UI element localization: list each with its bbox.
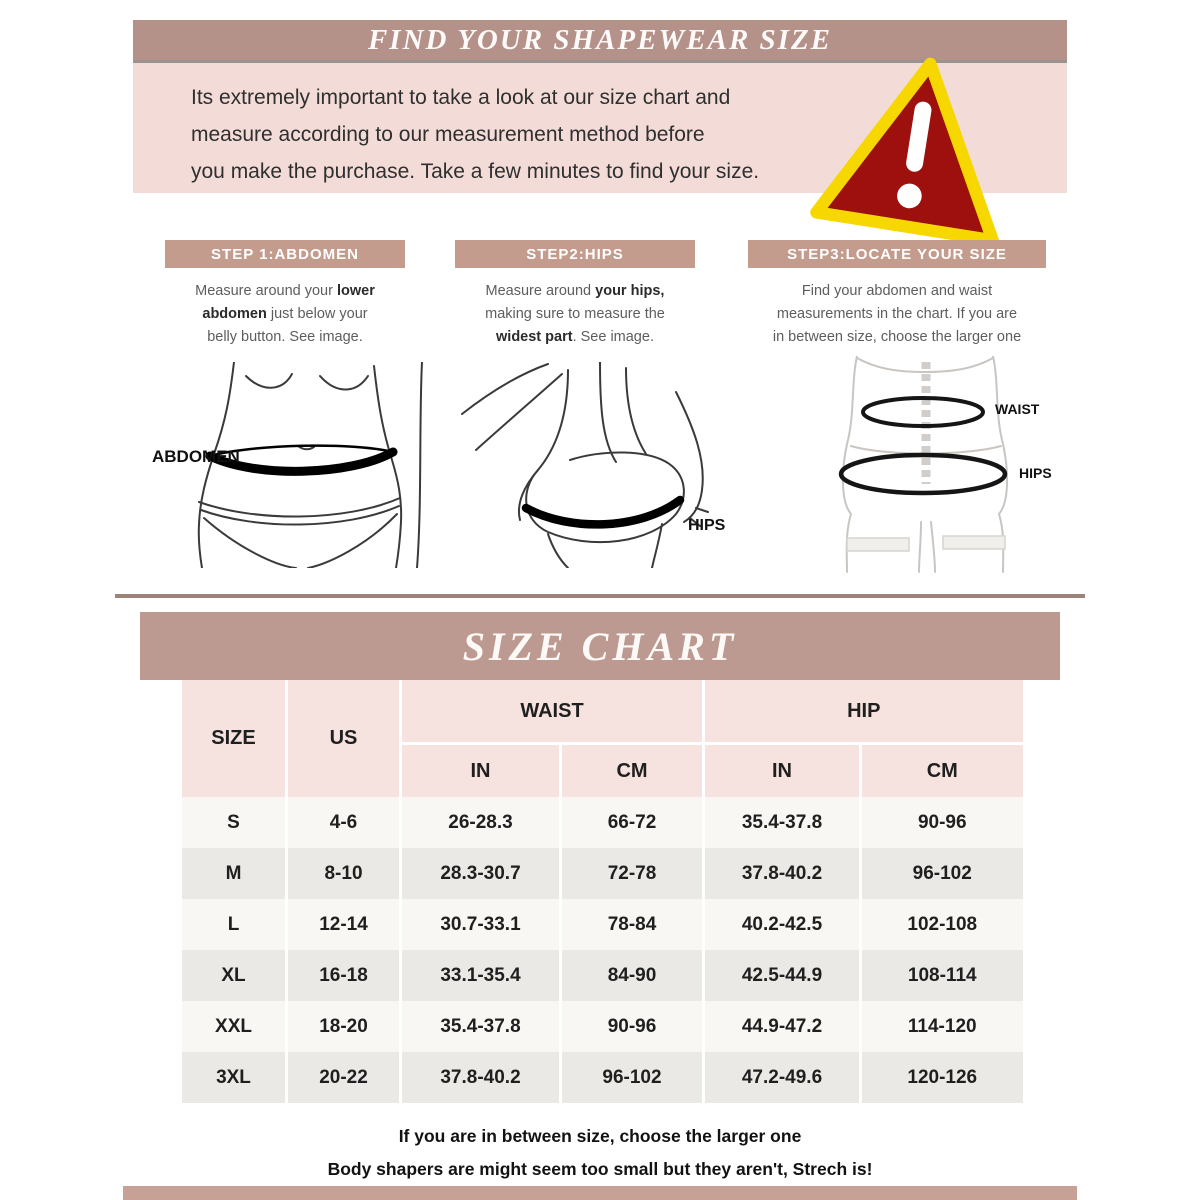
bottom-accent-bar xyxy=(123,1186,1077,1200)
table-row: XXL 18-20 35.4-37.8 90-96 44.9-47.2 114-120 xyxy=(181,1001,1023,1052)
step-2-header xyxy=(455,240,695,268)
step-2-description: Measure around your hips, making sure to measure the widest part. See image. xyxy=(485,283,665,345)
step-1-description: Measure around your lower abdomen just below your belly button. See image. xyxy=(195,283,375,345)
col-header-hip-cm: CM xyxy=(861,744,1023,798)
col-header-waist-in: IN xyxy=(401,744,561,798)
intro-panel xyxy=(133,63,1067,193)
step-1-section xyxy=(165,240,405,349)
table-row: S 4-6 26-28.3 66-72 35.4-37.8 90-96 xyxy=(181,797,1023,848)
hips-label: HIPS xyxy=(688,517,726,534)
hips-figure xyxy=(450,362,750,568)
page-title: FIND YOUR SHAPEWEAR SIZE xyxy=(367,23,833,56)
intro-line: you make the purchase. Take a few minutes to find your size. xyxy=(191,160,760,183)
col-header-hip-in: IN xyxy=(704,744,861,798)
size-chart-title: SIZE CHART xyxy=(462,623,738,669)
locate-waist-label: WAIST xyxy=(995,401,1040,417)
table-row: XL 16-18 33.1-35.4 84-90 42.5-44.9 108-114 xyxy=(181,950,1023,1001)
abdomen-figure xyxy=(150,362,450,568)
abdomen-label: ABDOMEN xyxy=(152,447,240,466)
col-header-us: US xyxy=(287,680,401,797)
col-header-size: SIZE xyxy=(181,680,287,797)
step-3-description: Find your abdomen and waist measurements in the chart. If you are in between size, choose the larger one xyxy=(772,283,1022,345)
intro-line: Its extremely important to take a look at our size chart and xyxy=(191,86,731,109)
step-3-section xyxy=(748,240,1046,349)
locate-size-figure xyxy=(795,356,1075,574)
step-2-section xyxy=(455,240,695,349)
col-header-waist: WAIST xyxy=(401,680,704,744)
step-1-header xyxy=(165,240,405,268)
table-row: M 8-10 28.3-30.7 72-78 37.8-40.2 96-102 xyxy=(181,848,1023,899)
footer-note-2: Body shapers are might seem too small but they aren't, Strech is! xyxy=(327,1159,873,1179)
intro-text xyxy=(191,79,759,190)
warning-triangle-icon xyxy=(804,41,1031,256)
table-row: 3XL 20-22 37.8-40.2 96-102 47.2-49.6 120-126 xyxy=(181,1052,1023,1103)
step-3-header xyxy=(748,240,1046,268)
locate-hips-label: HIPS xyxy=(1019,465,1052,481)
col-header-hip: HIP xyxy=(704,680,1023,744)
intro-line: measure according to our measurement method before xyxy=(191,123,705,146)
step-2-title: STEP2:HIPS xyxy=(526,245,624,263)
size-chart-title-bar xyxy=(140,612,1060,680)
col-header-waist-cm: CM xyxy=(561,744,704,798)
step-1-title: STEP 1:ABDOMEN xyxy=(211,245,359,263)
size-chart-table xyxy=(179,680,1023,1103)
section-divider xyxy=(115,594,1085,598)
step-3-title: STEP3:LOCATE YOUR SIZE xyxy=(787,245,1007,263)
footer-note-1: If you are in between size, choose the larger one xyxy=(398,1126,802,1146)
table-row: L 12-14 30.7-33.1 78-84 40.2-42.5 102-108 xyxy=(181,899,1023,950)
